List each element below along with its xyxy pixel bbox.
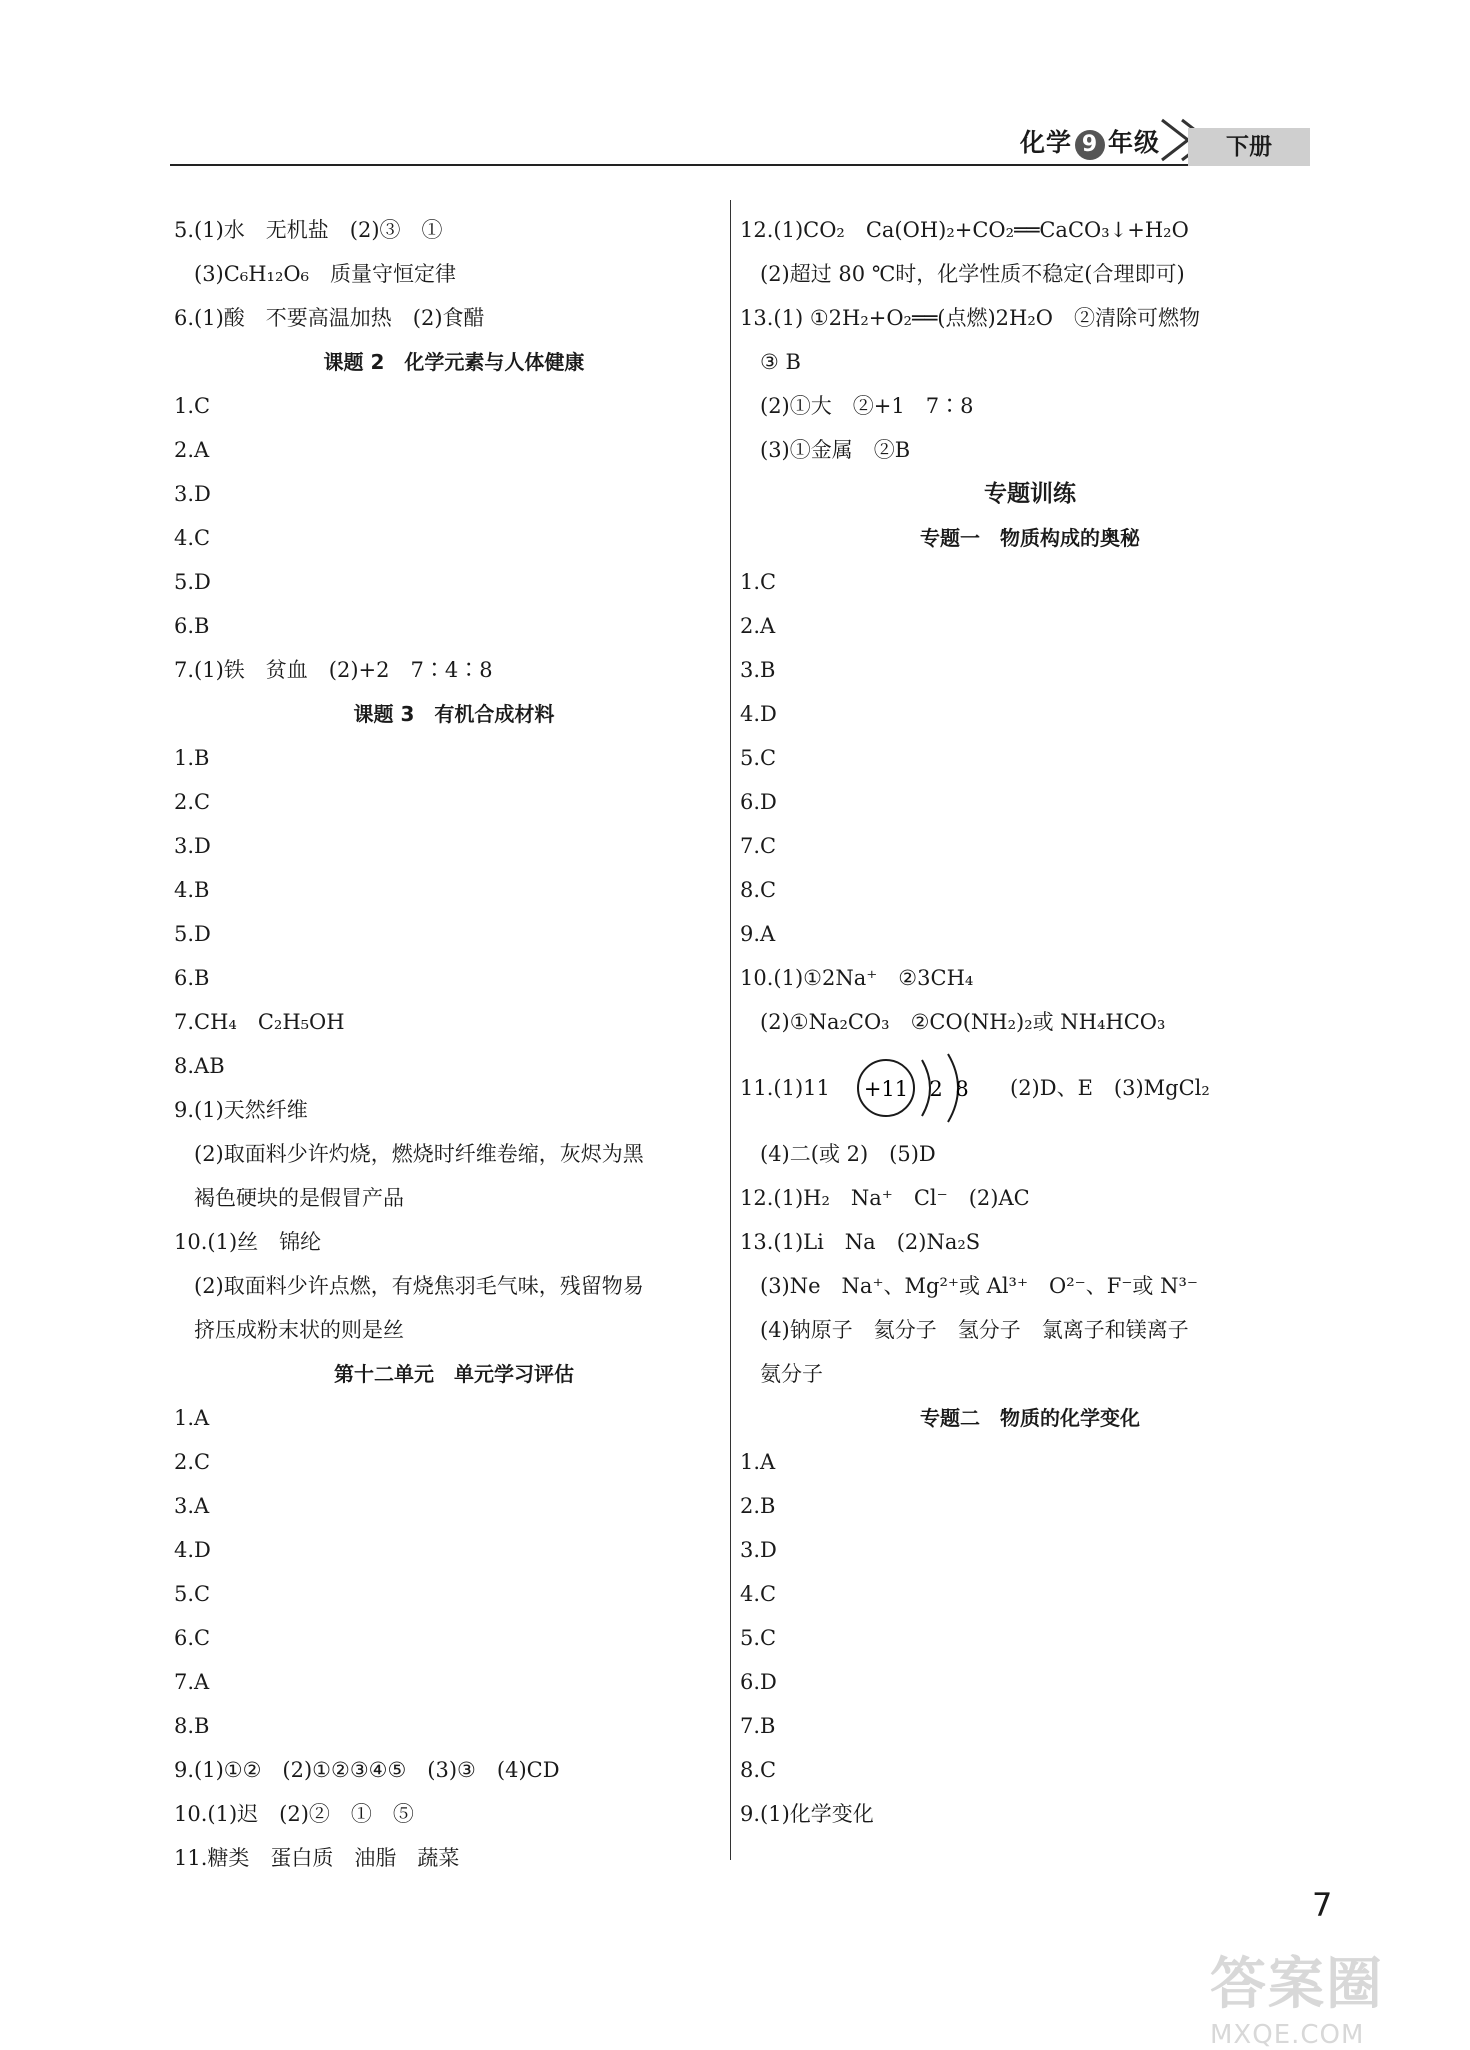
answer-line: 3.A	[174, 1494, 210, 1518]
answer-line: 5.D	[174, 922, 211, 946]
answer-continuation: ③ B	[760, 350, 801, 374]
answer-line: 4.C	[740, 1582, 777, 1606]
page-number: 7	[1312, 1886, 1333, 1924]
answer-line: 1.A	[740, 1450, 776, 1474]
answer-line: 4.B	[174, 878, 210, 902]
answer-line: 7.(1)铁 贫血 (2)+2 7∶4∶8	[174, 658, 493, 682]
answer-continuation: (2)取面料少许灼烧，燃烧时纤维卷缩，灰烬为黑	[194, 1142, 644, 1166]
answer-continuation: 褐色硬块的是假冒产品	[194, 1186, 404, 1210]
answer-line: 13.(1)Li Na (2)Na₂S	[740, 1230, 981, 1254]
answer-line: 10.(1)①2Na⁺ ②3CH₄	[740, 966, 974, 990]
answer-line: 8.B	[174, 1714, 210, 1738]
answer-continuation: (2)①Na₂CO₃ ②CO(NH₂)₂或 NH₄HCO₃	[760, 1010, 1166, 1034]
answer-line: 2.A	[740, 614, 776, 638]
answer-line: 1.B	[174, 746, 210, 770]
answer-line: 1.A	[174, 1406, 210, 1430]
section-heading: 专题一 物质构成的奥秘	[920, 526, 1140, 550]
answer-continuation: (4)钠原子 氦分子 氢分子 氯离子和镁离子	[760, 1318, 1189, 1342]
grade-label: 年级	[1107, 128, 1160, 157]
answer-line: 3.B	[740, 658, 776, 682]
answer-line: 11.糖类 蛋白质 油脂 蔬菜	[174, 1846, 460, 1870]
watermark-text: 答案圈	[1210, 1952, 1384, 2017]
answer-continuation: (4)二(或 2) (5)D	[760, 1142, 936, 1166]
answer-line: 6.B	[174, 614, 210, 638]
answer-line: 6.D	[740, 790, 777, 814]
answer-line: 3.D	[174, 482, 211, 506]
section-heading: 课题 3 有机合成材料	[353, 702, 555, 726]
answer-line: 2.B	[740, 1494, 776, 1518]
answer-continuation: (2)取面料少许点燃，有烧焦羽毛气味，残留物易	[194, 1274, 644, 1298]
answer-line-atom-diagram	[740, 1044, 1320, 1132]
shell-1-electrons: 2	[929, 1077, 943, 1101]
answer-line: 2.A	[174, 438, 210, 462]
answer-line: 6.C	[174, 1626, 211, 1650]
answer-line: 5.C	[740, 1626, 777, 1650]
answer-line: 8.C	[740, 878, 777, 902]
answer-line: 10.(1)迟 (2)② ① ⑤	[174, 1802, 414, 1826]
answer-line: 12.(1)CO₂ Ca(OH)₂+CO₂══CaCO₃↓+H₂O	[740, 218, 1189, 242]
grade-number-badge: 9	[1075, 130, 1105, 160]
answer-continuation: 挤压成粉末状的则是丝	[194, 1318, 404, 1342]
section-heading: 第十二单元 单元学习评估	[334, 1362, 574, 1386]
answer-line: 4.C	[174, 526, 211, 550]
page-header	[170, 126, 1310, 166]
answer-line: 2.C	[174, 1450, 211, 1474]
section-heading: 课题 2 化学元素与人体健康	[323, 350, 585, 374]
answer-continuation: (2)超过 80 ℃时，化学性质不稳定(合理即可)	[760, 262, 1185, 286]
section-heading: 专题二 物质的化学变化	[920, 1406, 1140, 1430]
answer-text: 11.(1)11	[740, 1076, 830, 1100]
answer-line: 7.B	[740, 1714, 776, 1738]
atomic-structure-diagram	[852, 1048, 1002, 1128]
answer-line: 9.A	[740, 922, 776, 946]
answer-line: 1.C	[174, 394, 211, 418]
answer-line: 2.C	[174, 790, 211, 814]
header-title	[1020, 123, 1160, 160]
answer-line: 4.D	[174, 1538, 211, 1562]
answer-continuation: (3)①金属 ②B	[760, 438, 911, 462]
subject-label: 化学	[1019, 128, 1072, 157]
shell-2-electrons: 8	[955, 1077, 969, 1101]
answer-line: 9.(1)①② (2)①②③④⑤ (3)③ (4)CD	[174, 1758, 560, 1782]
left-column	[174, 208, 734, 1880]
answer-line: 7.C	[740, 834, 777, 858]
watermark-url: MXQE.COM	[1210, 2020, 1365, 2050]
header-rule	[170, 164, 1310, 166]
volume-tab: 下册	[1188, 128, 1310, 166]
answer-line: 5.C	[174, 1582, 211, 1606]
answer-line: 13.(1) ①2H₂+O₂══(点燃)2H₂O ②清除可燃物	[740, 306, 1200, 330]
answer-line: 6.D	[740, 1670, 777, 1694]
answer-line: 3.D	[174, 834, 211, 858]
answer-line: 1.C	[740, 570, 777, 594]
answer-text: (2)D、E (3)MgCl₂	[1010, 1076, 1210, 1100]
nucleus-charge-label: +11	[863, 1077, 909, 1101]
answer-line: 8.C	[740, 1758, 777, 1782]
answer-line: 7.A	[174, 1670, 210, 1694]
answer-continuation: (3)C₆H₁₂O₆ 质量守恒定律	[194, 262, 457, 286]
section-title: 专题训练	[984, 481, 1076, 507]
answer-line: 4.D	[740, 702, 777, 726]
answer-continuation: 氨分子	[760, 1362, 823, 1386]
answer-line: 6.B	[174, 966, 210, 990]
answer-line: 6.(1)酸 不要高温加热 (2)食醋	[174, 306, 485, 330]
answer-continuation: (2)①大 ②+1 7∶8	[760, 394, 974, 418]
answer-line: 12.(1)H₂ Na⁺ Cl⁻ (2)AC	[740, 1186, 1030, 1210]
answer-line: 7.CH₄ C₂H₅OH	[174, 1010, 345, 1034]
answer-line: 10.(1)丝 锦纶	[174, 1230, 322, 1254]
answer-continuation: (3)Ne Na⁺、Mg²⁺或 Al³⁺ O²⁻、F⁻或 N³⁻	[760, 1274, 1198, 1298]
watermark-logo	[1210, 1940, 1460, 2050]
answer-line: 5.D	[174, 570, 211, 594]
right-column	[740, 208, 1320, 1836]
answer-line: 5.(1)水 无机盐 (2)③ ①	[174, 218, 443, 242]
answer-line: 5.C	[740, 746, 777, 770]
answer-line: 8.AB	[174, 1054, 225, 1078]
answer-line: 9.(1)化学变化	[740, 1802, 874, 1826]
answer-line: 3.D	[740, 1538, 777, 1562]
answer-line: 9.(1)天然纤维	[174, 1098, 308, 1122]
